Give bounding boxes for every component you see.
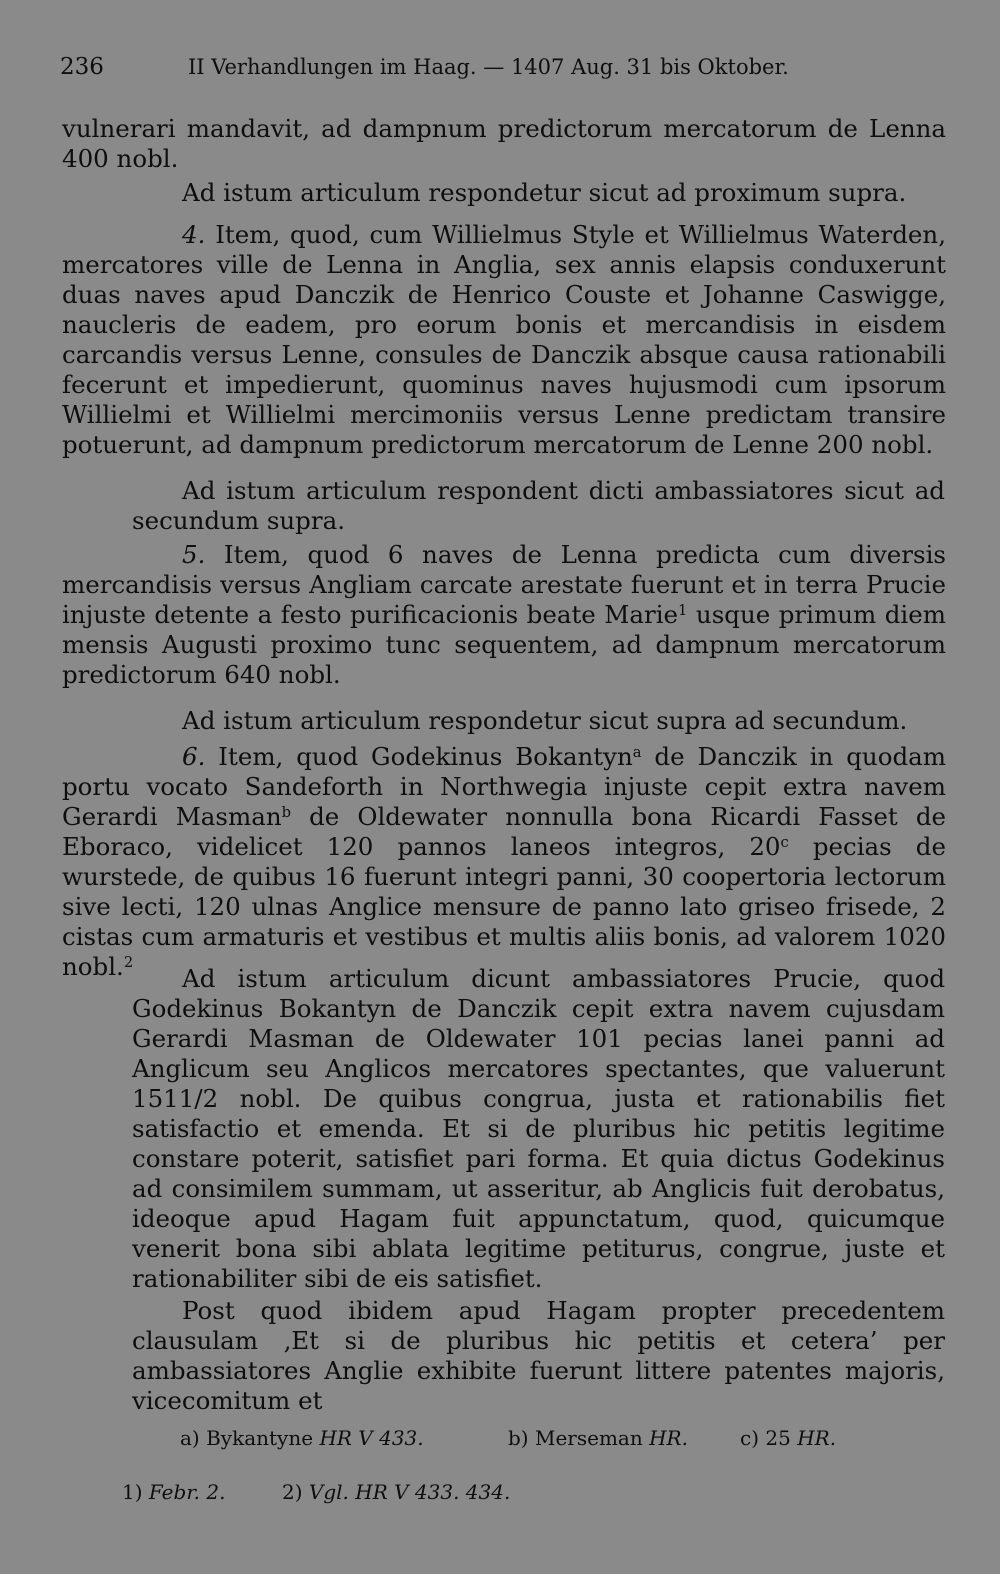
paragraph-text: de Oldewater nonnulla bona Ricardi Fasset de Eboraco, videlicet 120 pannos laneos integros, 20 — [62, 802, 947, 861]
note-label: b) — [508, 1426, 529, 1450]
article-number: 5. — [182, 540, 206, 569]
paragraph-text: vulnerari mandavit, ad dampnum predictorum mercatorum de Lenna 400 nobl. — [62, 114, 946, 173]
paragraph-response-6 — [132, 964, 945, 1294]
textual-note-c — [740, 1424, 836, 1452]
note-text: Vgl. HR V 433. 434. — [308, 1480, 511, 1504]
article-4 — [62, 220, 946, 460]
paragraph-response-5 — [62, 706, 946, 736]
article-6 — [62, 742, 946, 982]
paragraph-text: Item, quod 6 naves de Lenna predicta cum diversis mercandisis versus Angliam carcate arestate fuerunt et in terra Prucie injuste detente a festo purificacionis beate Marie — [62, 540, 946, 629]
textual-note-a — [180, 1424, 424, 1452]
footnote-marker: 1 — [678, 601, 688, 619]
note-label: 1) — [122, 1480, 143, 1504]
paragraph-response-3 — [62, 178, 946, 208]
running-title: II Verhandlungen im Haag. — 1407 Aug. 31 bis Oktober. — [188, 55, 789, 79]
note-text: 25 — [765, 1426, 791, 1450]
note-label: c) — [740, 1426, 760, 1450]
textual-note-marker: a — [632, 743, 642, 761]
paragraph-text: Post quod ibidem apud Hagam propter precedentem clausulam ‚Et si de pluribus hic petitis et cetera’ per ambassiatores Anglie exhibite fuerunt littere patentes majoris, vicecomitum et — [132, 1296, 945, 1415]
textual-note-marker: c — [780, 833, 789, 851]
paragraph-text: Ad istum articulum dicunt ambassiatores Prucie, quod Godekinus Bokantyn de Danczik cepit extra navem cujusdam Gerardi Masman de Oldewater 101 pecias lanei panni ad Anglicum seu Anglicos mercatores spectantes, que valuerunt 151 — [132, 964, 945, 1113]
note-text: Merseman — [534, 1426, 643, 1450]
paragraph-text: nobl. De quibus congrua, justa et rationabilis fiet satisfactio et emenda. Et si de pluribus hic petitis legitime constare poterit, satisfiet pari forma. Et quia dictus Godekinus ad consimilem summam, ut asseritur, ab Anglicis fuit derobatus, ideoque apud Hagam fuit appunctatum, quod, quicumque venerit bona sibi ablata legitime petiturus, congrue, juste et rationabiliter sibi de eis satisfiet. — [132, 1084, 945, 1293]
note-label: 2) — [282, 1480, 303, 1504]
paragraph-text: pecias de wurstede, de quibus 16 fuerunt integri panni, 30 coopertoria lectorum sive lecti, 120 ulnas Anglice mensure de panno lato griseo frisede, 2 cistas cum armaturis et vestibus et multis aliis bonis, ad valorem 1020 nobl. — [62, 832, 946, 981]
note-label: a) — [180, 1426, 200, 1450]
note-text: Febr. 2. — [148, 1480, 226, 1504]
paragraph-response-4 — [132, 476, 945, 536]
note-reference: HR V 433. — [319, 1426, 424, 1450]
note-reference: HR. — [649, 1426, 688, 1450]
note-reference: HR. — [797, 1426, 837, 1450]
footnote-2 — [282, 1478, 510, 1506]
paragraph-text: de Danczik in quodam portu vocato Sandeforth in Northwegia injuste cepit extra navem Gerardi Masman — [62, 742, 946, 831]
paragraph-text: Item, quod Godekinus Bokantyn — [218, 742, 633, 771]
textual-notes — [180, 1424, 880, 1452]
article-number: 6. — [182, 742, 206, 771]
paragraph-continuation — [62, 114, 946, 174]
fraction-half: 1/2 — [178, 1084, 219, 1113]
article-5 — [62, 540, 946, 690]
running-header — [60, 50, 950, 84]
paragraph-text: Ad istum articulum respondetur sicut supra ad secundum. — [182, 706, 908, 735]
note-text: Bykantyne — [206, 1426, 314, 1450]
page-number: 236 — [60, 54, 104, 80]
paragraph-text: Item, quod, cum Willielmus Style et Willielmus Waterden, mercatores ville de Lenna in Anglia, sex annis elapsis conduxerunt duas naves apud Danczik de Henrico Couste et Johanne Caswigge, naucleris de eadem, pro eorum bonis et mercandisis in eisdem carcandis versus Lenne, consules de Danczik absque causa rationabili fecerunt et impedierunt, quominus naves hujusmodi cum ipsorum Willielmi et Willielmi mercimoniis versus Lenne predictam transire potuerunt, ad dampnum predictorum mercatorum de Lenne 200 nobl. — [62, 220, 946, 459]
article-number: 4. — [182, 220, 206, 249]
paragraph-text: usque primum diem mensis Augusti proximo tunc sequentem, ad dampnum mercatorum predictorum 640 nobl. — [62, 600, 946, 689]
textual-note-marker: b — [281, 803, 292, 821]
textual-note-b — [508, 1424, 688, 1452]
paragraph-text: Ad istum articulum respondetur sicut ad proximum supra. — [182, 178, 907, 207]
footnote-marker: 2 — [123, 953, 134, 971]
footnotes — [122, 1478, 722, 1506]
paragraph-text: Ad istum articulum respondent dicti ambassiatores sicut ad secundum supra. — [132, 476, 945, 535]
paragraph-post — [132, 1296, 945, 1416]
footnote-1 — [122, 1478, 225, 1506]
